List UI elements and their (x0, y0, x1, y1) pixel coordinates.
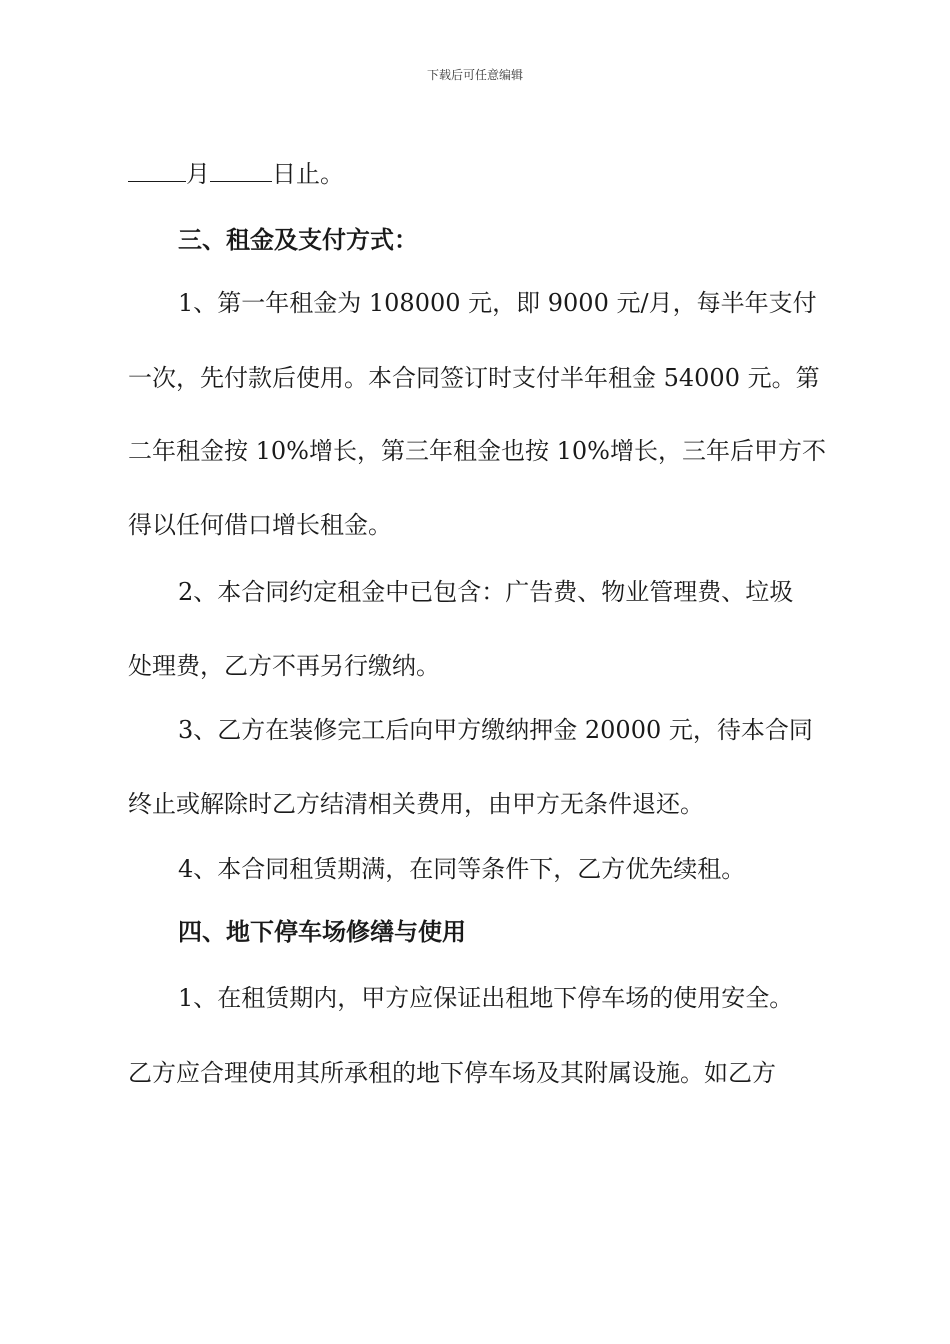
month-label: 月 (186, 160, 210, 188)
day-label: 日止。 (272, 160, 344, 188)
paragraph-line: 乙方应合理使用其所承租的地下停车场及其附属设施。如乙方 (128, 1059, 776, 1087)
paragraph-line: 4、本合同租赁期满，在同等条件下，乙方优先续租。 (178, 855, 746, 883)
month-blank (128, 159, 186, 182)
section-heading-3: 三、租金及支付方式： (178, 225, 418, 254)
paragraph-line: 1、第一年租金为 108000 元，即 9000 元/月，每半年支付 (178, 289, 817, 317)
paragraph-line: 终止或解除时乙方结清相关费用，由甲方无条件退还。 (128, 790, 704, 818)
paragraph-line: 2、本合同约定租金中已包含：广告费、物业管理费、垃圾 (178, 578, 794, 606)
paragraph-line: 3、乙方在装修完工后向甲方缴纳押金 20000 元，待本合同 (178, 716, 813, 744)
paragraph-line: 得以任何借口增长租金。 (128, 511, 392, 539)
paragraph-line: 处理费，乙方不再另行缴纳。 (128, 652, 440, 680)
section-heading-4: 四、地下停车场修缮与使用 (178, 917, 466, 946)
page-header: 下载后可任意编辑 (426, 68, 523, 82)
date-line (128, 159, 848, 189)
paragraph-line: 1、在租赁期内，甲方应保证出租地下停车场的使用安全。 (178, 984, 794, 1012)
paragraph-line: 二年租金按 10%增长，第三年租金也按 10%增长，三年后甲方不 (128, 437, 826, 465)
day-blank (210, 159, 272, 182)
paragraph-line: 一次，先付款后使用。本合同签订时支付半年租金 54000 元。第 (128, 364, 820, 392)
